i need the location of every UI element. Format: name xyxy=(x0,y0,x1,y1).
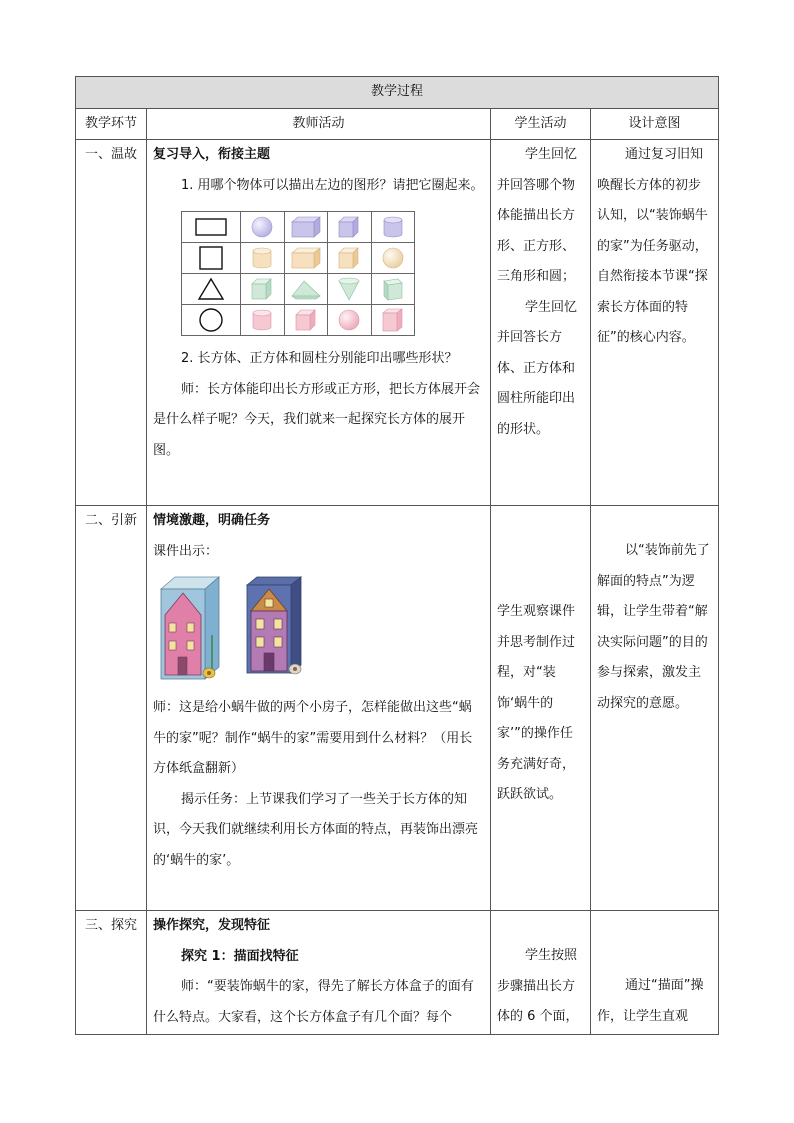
snail-house-image-1 xyxy=(155,575,225,683)
teacher-talk: 师：“要装饰蜗牛的家，得先了解长方体盒子的面有什么特点。大家看，这个长方体盒子有几个面？每个 xyxy=(153,979,474,1025)
table-row xyxy=(76,911,719,1035)
teacher-activity xyxy=(147,506,491,911)
rectangle-outline-icon xyxy=(182,212,241,243)
teacher-talk: 师：这是给小蜗牛做的两个小房子，怎样能做出这些“蜗牛的家”呢？制作“蜗牛的家”需要用到什么材料？（用长方体纸盒翻新） xyxy=(153,700,473,776)
sphere-icon[interactable] xyxy=(241,212,285,243)
design-intent xyxy=(591,506,719,911)
question-1: 1. 用哪个物体可以描出左边的图形？请把它圈起来。 xyxy=(181,177,484,193)
cylinder-icon[interactable] xyxy=(371,212,415,243)
student-activity xyxy=(491,506,591,911)
student-activity xyxy=(491,911,591,1035)
teacher-talk: 师：长方体能印出长方形或正方形，把长方体展开会是什么样子呢？今天，我们就来一起探究长方体的展开图。 xyxy=(153,381,481,458)
student-text: 学生观察课件并思考制作过程，对“装饰‘蜗牛的家’”的操作任务充满好奇，跃跃欲试。 xyxy=(497,604,576,802)
cube-icon[interactable] xyxy=(328,212,372,243)
section-heading: 操作探究，发现特征 xyxy=(153,918,271,933)
student-text: 学生回忆并回答长方体、正方体和圆柱所能印出的形状。 xyxy=(497,299,578,437)
cube-icon[interactable] xyxy=(284,305,328,336)
student-activity xyxy=(491,140,591,506)
shape-row xyxy=(182,212,415,243)
table-title: 教学过程 xyxy=(76,77,719,109)
sphere-icon[interactable] xyxy=(328,305,372,336)
stage-label: 二、引新 xyxy=(76,506,147,911)
triangle-outline-icon xyxy=(182,274,241,305)
snail-house-images xyxy=(155,575,484,683)
intent-text: 通过“描面”操作，让学生直观 xyxy=(597,978,704,1024)
header-intent: 设计意图 xyxy=(591,108,719,140)
cylinder-icon[interactable] xyxy=(241,305,285,336)
stage-label: 三、探究 xyxy=(76,911,147,1035)
circle-outline-icon xyxy=(182,305,241,336)
stage-label: 一、温故 xyxy=(76,140,147,506)
shape-row xyxy=(182,243,415,274)
design-intent xyxy=(591,911,719,1035)
shape-matching-table xyxy=(181,211,415,336)
cuboid-icon[interactable] xyxy=(284,212,328,243)
square-outline-icon xyxy=(182,243,241,274)
triangular-prism-icon[interactable] xyxy=(284,274,328,305)
intent-text: 通过复习旧知唤醒长方体的初步认知，以“装饰蜗牛的家”为任务驱动，自然衔接本节课“探索长方体面的特征”的核心内容。 xyxy=(597,147,708,345)
cube-icon[interactable] xyxy=(328,243,372,274)
shape-row xyxy=(182,305,415,336)
cone-icon[interactable] xyxy=(328,274,372,305)
sphere-icon[interactable] xyxy=(371,243,415,274)
intent-text: 以“装饰前先了解面的特点”为逻辑，让学生带着“解决实际问题”的目的参与探索，激发主动探究的意愿。 xyxy=(597,543,710,711)
snail-house-image-2 xyxy=(243,575,305,683)
table-row xyxy=(76,506,719,911)
section-heading: 复习导入，衔接主题 xyxy=(153,147,271,162)
question-2: 2. 长方体、正方体和圆柱分别能印出哪些形状？ xyxy=(181,351,458,366)
teacher-activity xyxy=(147,911,491,1035)
header-teacher: 教师活动 xyxy=(147,108,491,140)
header-student: 学生活动 xyxy=(491,108,591,140)
student-text: 学生回忆并回答哪个物体能描出长方形、正方形、三角形和圆； xyxy=(497,147,578,284)
courseware-label: 课件出示： xyxy=(153,543,219,559)
section-heading: 情境激趣，明确任务 xyxy=(153,513,271,528)
cube-icon[interactable] xyxy=(241,274,285,305)
cuboid-icon[interactable] xyxy=(284,243,328,274)
lesson-table xyxy=(75,76,719,1035)
cuboid-icon[interactable] xyxy=(371,305,415,336)
design-intent xyxy=(591,140,719,506)
triangular-prism-icon[interactable] xyxy=(371,274,415,305)
sub-heading: 探究 1：描面找特征 xyxy=(181,948,299,964)
shape-row xyxy=(182,274,415,305)
cylinder-icon[interactable] xyxy=(241,243,285,274)
header-stage: 教学环节 xyxy=(76,108,147,140)
task-reveal: 揭示任务：上节课我们学习了一些关于长方体的知识，今天我们就继续利用长方体面的特点，再装饰出漂亮的‘蜗牛的家’。 xyxy=(153,791,479,868)
table-row xyxy=(76,140,719,506)
student-text: 学生按照步骤描出长方体的 6 个面， xyxy=(497,948,579,1024)
teacher-activity xyxy=(147,140,491,506)
